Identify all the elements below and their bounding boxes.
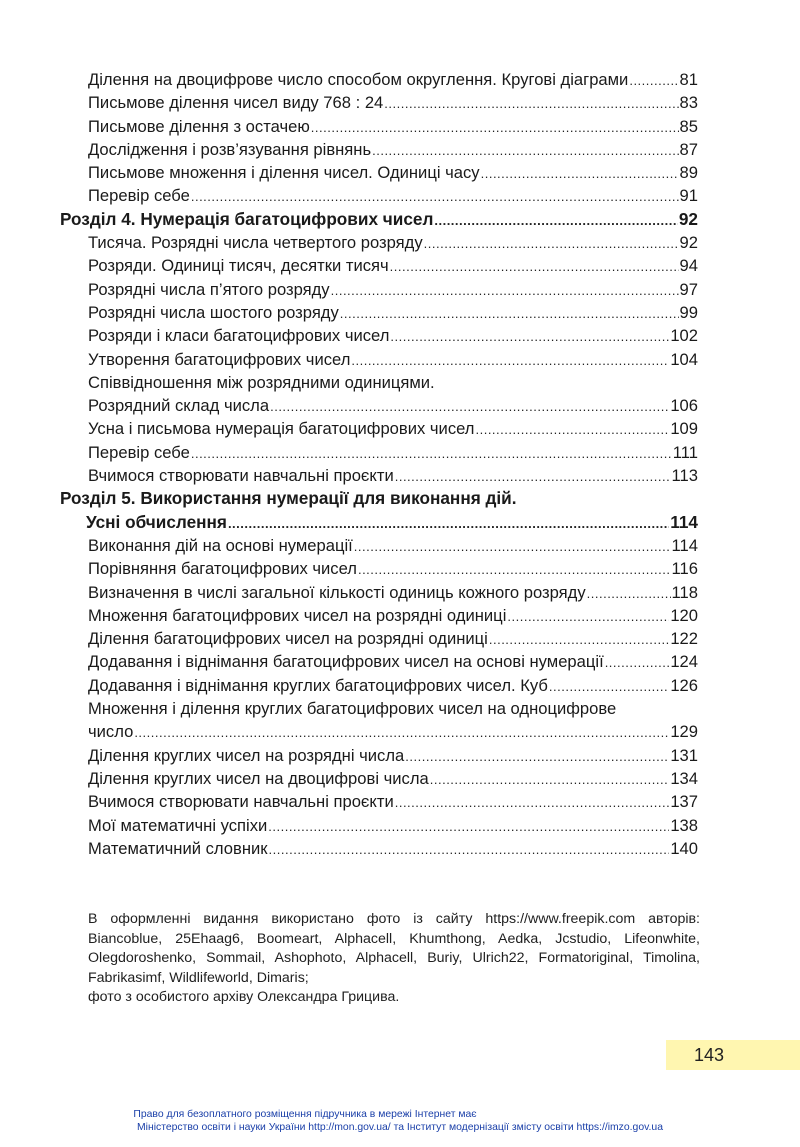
- toc-entry-title: Вчимося створювати навчальні проєкти: [88, 792, 394, 812]
- toc-entry-row: [88, 767, 698, 790]
- credits-archive: фото з особистого архіву Олександра Грицива.: [88, 989, 400, 1006]
- toc-entry-page: 92: [679, 233, 698, 253]
- toc-entry-row: [88, 417, 698, 440]
- dot-leader: [430, 768, 670, 791]
- toc-entry-page: 131: [670, 745, 698, 765]
- toc-entry-row: [88, 161, 698, 184]
- toc-entry-row: [88, 557, 698, 580]
- toc-entry-title: Ділення круглих чисел на двоцифрові числа: [88, 768, 429, 788]
- dot-leader: [358, 558, 671, 581]
- toc-entry-row: [88, 301, 698, 324]
- toc-entry-title: Математичний словник: [88, 838, 268, 858]
- toc-entry-row: [88, 604, 698, 627]
- toc-entry-page: 116: [671, 559, 698, 579]
- toc-entry-title: Перевір себе: [88, 186, 190, 206]
- toc-entry-title: Порівняння багатоцифрових чисел: [88, 559, 357, 579]
- toc-entry-page: 81: [679, 70, 698, 89]
- dot-leader: [340, 302, 679, 325]
- dot-leader: [191, 442, 672, 465]
- toc-entry-title: Утворення багатоцифрових чисел: [88, 349, 351, 369]
- toc-entry-page: 129: [670, 722, 698, 742]
- toc-entry-title: Дослідження і розв’язування рівнянь: [88, 139, 372, 159]
- toc-entry-row: [88, 650, 698, 673]
- toc-entry-page: 124: [670, 652, 698, 672]
- toc-entry-page: 87: [679, 139, 698, 159]
- toc-entry-row: [88, 348, 698, 371]
- dot-leader: [629, 69, 678, 92]
- toc-entry-page: 126: [670, 675, 698, 695]
- toc-entry-title: Розряди. Одиниці тисяч, десятки тисяч: [88, 256, 389, 276]
- toc-entry-title: Розділ 4. Нумерація багатоцифрових чисел: [60, 208, 434, 229]
- toc-entry-row: [88, 231, 698, 254]
- toc-entry-page: 106: [670, 396, 698, 416]
- dot-leader: [587, 582, 671, 605]
- dot-leader: [351, 349, 669, 372]
- toc-entry-page: 138: [670, 815, 698, 835]
- toc-entry-row: [88, 837, 698, 860]
- toc-entry-page: 102: [670, 326, 698, 346]
- dot-leader: [434, 209, 678, 232]
- toc-entry-title: Перевір себе: [88, 442, 190, 462]
- footer-links-line: Міністерство освіти і науки України http://mon.gov.ua/ та Інститут модернізації змісту освіти https://imzo.gov.ua: [137, 1122, 663, 1133]
- dot-leader: [507, 605, 669, 628]
- toc-entry-page: 114: [670, 511, 698, 532]
- dot-leader: [489, 628, 669, 651]
- toc-entry-title: Ділення круглих чисел на розрядні числа: [88, 745, 405, 765]
- toc-entry-title: Ділення на двоцифрове число способом округлення. Кругові діаграми: [88, 70, 629, 89]
- dot-leader: [268, 815, 669, 838]
- dot-leader: [331, 279, 679, 302]
- toc-entry-page: 89: [679, 163, 698, 183]
- page-number-tab: [666, 1040, 800, 1070]
- toc-entry-row: [88, 697, 698, 720]
- toc-entry-row: [88, 720, 698, 743]
- toc-entry-row: [88, 441, 698, 464]
- toc-entry-page: 91: [679, 186, 698, 206]
- dot-leader: [395, 791, 670, 814]
- toc-entry-page: 113: [671, 466, 698, 486]
- dot-leader: [475, 418, 669, 441]
- toc-entry-row: [88, 324, 698, 347]
- dot-leader: [549, 675, 669, 698]
- toc-entry-page: 122: [670, 629, 698, 649]
- toc-entry-title: Письмове ділення з остачею: [88, 116, 310, 136]
- dot-leader: [228, 512, 669, 535]
- toc-entry-row: [88, 790, 698, 813]
- toc-entry-row: [88, 115, 698, 138]
- toc-section-row: [86, 511, 698, 534]
- toc-entry-page: 97: [679, 279, 698, 299]
- toc-entry-page: 85: [679, 116, 698, 136]
- toc-entry-title: Визначення в числі загальної кількості одиниць кожного розряду: [88, 582, 586, 602]
- toc-entry-title: Розділ 5. Використання нумерації для виконання дій.: [60, 488, 517, 509]
- toc-entry-title: Розрядні числа п’ятого розряду: [88, 279, 330, 299]
- toc-entry-title: Виконання дій на основі нумерації: [88, 535, 353, 555]
- toc-entry-row: [88, 254, 698, 277]
- toc-entry-row: [88, 371, 698, 394]
- toc-entry-page: 111: [672, 442, 698, 462]
- toc-entry-page: 83: [679, 93, 698, 113]
- toc-entry-page: 118: [671, 582, 698, 602]
- toc-entry-title: Множення і ділення круглих багатоцифрових чисел на одноцифрове: [88, 699, 617, 719]
- toc-entry-title: Співвідношення між розрядними одиницями.: [88, 372, 435, 392]
- toc-entry-page: 120: [670, 605, 698, 625]
- dot-leader: [191, 185, 679, 208]
- toc-entry-page: 109: [670, 419, 698, 439]
- toc-entry-row: [88, 814, 698, 837]
- dot-leader: [372, 139, 678, 162]
- toc-entry-title: Усні обчислення: [86, 511, 227, 532]
- toc-entry-row: [88, 674, 698, 697]
- toc-entry-row: [88, 627, 698, 650]
- toc-entry-title: Додавання і віднімання багатоцифрових чисел на основі нумерації: [88, 652, 604, 672]
- credits-authors: В оформленні видання використано фото із сайту https://www.freepik.com авторів: Biancoblue, 25Ehaag6, Boomeart, Alphacell, Khumthong, Aedka, Jcstudio, Lifeonwhite, Olegdoroshenko, Sommail, Ashophoto, Alphacell, Buriy, Ulrich22, Formatoriginal, Timolina, Fabrikasimf, Wildlifeworld, Dimaris;: [88, 911, 700, 986]
- dot-leader: [405, 745, 669, 768]
- toc-entry-page: 134: [670, 768, 698, 788]
- toc-entry-row: [88, 394, 698, 417]
- dot-leader: [390, 255, 679, 278]
- dot-leader: [311, 116, 679, 139]
- page-number: 143: [693, 1045, 724, 1065]
- toc-entry-row: [88, 91, 698, 114]
- toc-entry-title: Усна і письмова нумерація багатоцифрових чисел: [88, 419, 475, 439]
- toc-entry-title: Тисяча. Розрядні числа четвертого розряду: [88, 233, 423, 253]
- dot-leader: [390, 325, 669, 348]
- dot-leader: [384, 92, 678, 115]
- toc-entry-page: 99: [679, 302, 698, 322]
- toc-entry-row: [88, 534, 698, 557]
- dot-leader: [395, 465, 671, 488]
- toc-entry-row: [88, 138, 698, 161]
- dot-leader: [424, 232, 679, 255]
- toc-entry-row: [88, 581, 698, 604]
- toc-entry-title: Розрядний склад числа: [88, 396, 270, 416]
- toc-entry-title: Письмове ділення чисел виду 768 : 24: [88, 93, 384, 113]
- toc-entry-row: [88, 464, 698, 487]
- toc-entry-title: Розрядні числа шостого розряду: [88, 302, 339, 322]
- toc-entry-page: 92: [678, 208, 698, 229]
- toc-entry-title: Мої математичні успіхи: [88, 815, 268, 835]
- dot-leader: [269, 838, 670, 861]
- toc-entry-title: Вчимося створювати навчальні проєкти: [88, 466, 394, 486]
- table-of-contents: [0, 68, 800, 860]
- photo-credits: [88, 910, 700, 1008]
- toc-entry-row: [88, 744, 698, 767]
- dot-leader: [354, 535, 671, 558]
- toc-entry-title: Множення багатоцифрових чисел на розрядні одиниці: [88, 605, 507, 625]
- toc-entry-page: 114: [671, 535, 698, 555]
- toc-entry-title: Письмове множення і ділення чисел. Одиниці часу: [88, 163, 480, 183]
- toc-entry-title: Додавання і віднімання круглих багатоцифрових чисел. Куб: [88, 675, 548, 695]
- dot-leader: [270, 395, 669, 418]
- toc-entry-page: 140: [670, 838, 698, 858]
- dot-leader: [481, 162, 679, 185]
- toc-section-row: [60, 208, 698, 231]
- toc-entry-row: [88, 184, 698, 207]
- toc-section-row: [60, 487, 698, 510]
- toc-entry-row: [88, 68, 698, 91]
- toc-entry-title: Розряди і класи багатоцифрових чисел: [88, 326, 390, 346]
- dot-leader: [134, 721, 669, 744]
- toc-entry-title: Ділення багатоцифрових чисел на розрядні одиниці: [88, 629, 488, 649]
- footer-rights-line: Право для безоплатного розміщення підручника в мережі Інтернет має: [133, 1109, 477, 1120]
- toc-entry-page: 137: [670, 792, 698, 812]
- toc-entry-page: 94: [679, 256, 698, 276]
- dot-leader: [605, 651, 670, 674]
- toc-entry-page: 104: [670, 349, 698, 369]
- toc-entry-row: [88, 278, 698, 301]
- toc-entry-title: число: [88, 722, 134, 742]
